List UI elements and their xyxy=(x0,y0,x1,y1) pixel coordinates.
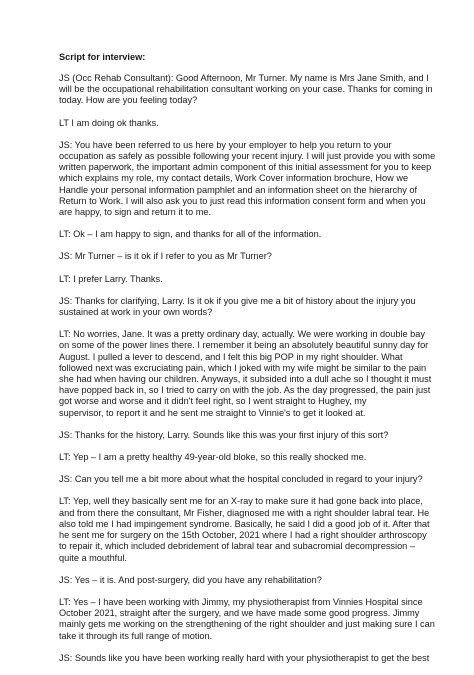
paragraph-js-first-injury: JS: Thanks for the history, Larry. Sounds like this was your first injury of this sort? xyxy=(59,429,389,440)
document-body xyxy=(59,51,437,675)
paragraph-lt-physio: LT: Yes – I have been working with Jimmy, my physiotherapist from Vinnies Hospital since October 2021, straight after the surgery, and we have made some good progress. Jimmy mainly gets me working on the strengthening of the right shoulder and just making sure I can take it through its full range of motion. xyxy=(59,596,435,641)
paragraph-js-closing: JS: Sounds like you have been working really hard with your physiotherapist to get the best xyxy=(59,652,430,663)
paragraph-js-name-question: JS: Mr Turner – is it ok if I refer to you as Mr Turner? xyxy=(59,251,272,262)
paragraph-js-hospital-question: JS: Can you tell me a bit more about what the hospital concluded in regard to your injury? xyxy=(59,474,423,485)
document-title: Script for interview: xyxy=(59,52,146,62)
paragraph-js-referral: JS: You have been referred to us here by your employer to help you return to your occupation as safely as possible following your recent injury. I will just provide you with some written paperwork, the important admin component of this initial assessment for you to keep which explains my role, my contact details, Work Cover information brochure, How we Handle your personal information pamphlet and an information sheet on the hierarchy of Return to Work. I will also ask you to just read this information consent form and when you are happy, to sign and return it to me. xyxy=(59,139,436,218)
paragraph-js-history-question: JS: Thanks for clarifying, Larry. Is it ok if you give me a bit of history about the injury you sustained at work in your own words? xyxy=(59,295,416,318)
paragraph-lt-feeling: LT I am doing ok thanks. xyxy=(59,117,159,128)
paragraph-lt-name: LT: I prefer Larry. Thanks. xyxy=(59,273,163,284)
paragraph-js-introduction: JS (Occ Rehab Consultant): Good Afternoon, Mr Turner. My name is Mrs Jane Smith, and I will be the occupational rehabilitation consultant working on your case. Thanks for coming in today. How are you feeling today? xyxy=(59,73,433,106)
paragraph-lt-healthy: LT: Yep – I am a pretty healthy 49-year-old bloke, so this really shocked me. xyxy=(59,452,367,463)
paragraph-lt-consent: LT: Ok – I am happy to sign, and thanks for all of the information. xyxy=(59,229,322,240)
paragraph-lt-history: LT: No worries, Jane. It was a pretty ordinary day, actually. We were working in double bay on some of the power lines there. I remember it being an absolutely beautiful sunny day for August. I pulled a lever to descend, and I felt this big POP in my right shoulder. What followed next was excruciating pain, which I joked with my wife might be similar to the pain she had when having our children. Anyways, it subsided into a dull ache so I thought it must have popped back in, so I tried to carry on with the job. As the day progressed, the pain just got worse and worse and it didn't feel right, so I went straight to Hughey, my supervisor, to report it and he sent me straight to Vinnie's to get it looked at. xyxy=(59,329,432,418)
paragraph-lt-diagnosis: LT: Yep, well they basically sent me for an X-ray to make sure it had gone back into place, and from there the consultant, Mr Fisher, diagnosed me with a right shoulder labral tear. He also told me I had impingement syndrome. Basically, he said I did a good job of it. After that he sent me for surgery on the 15th October, 2021 where I had a right shoulder arthroscopy to repair it, which included debridement of labral tear and subacromial decompression – quite a mouthful. xyxy=(59,496,430,563)
paragraph-js-rehab-question: JS: Yes – it is. And post-surgery, did you have any rehabilitation? xyxy=(59,574,322,585)
